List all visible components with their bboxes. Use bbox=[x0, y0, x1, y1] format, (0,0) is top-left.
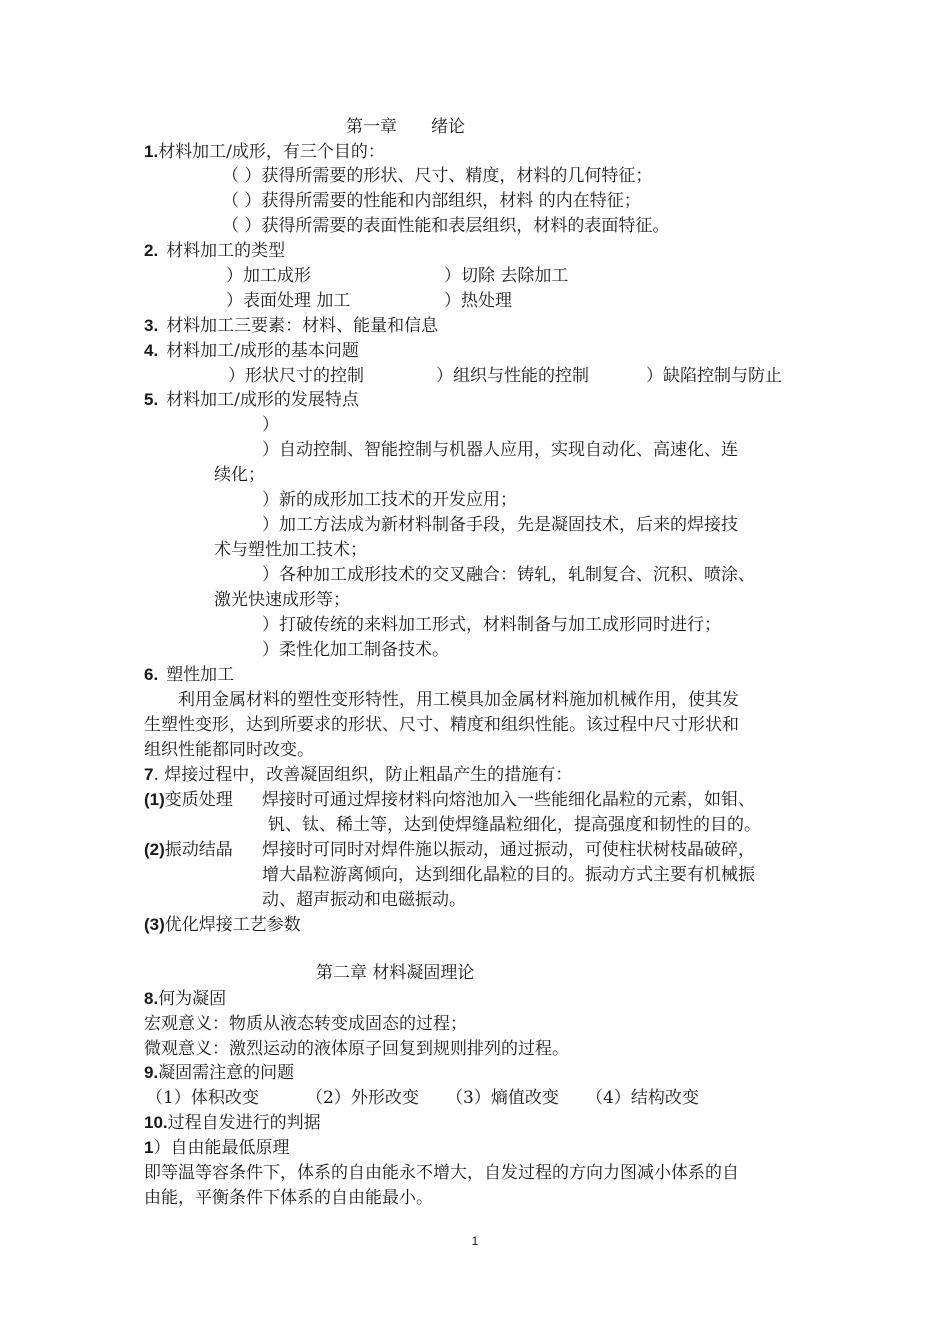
q5-line-5: ）打破传统的来料加工形式，材料制备与加工成形同时进行； bbox=[262, 615, 721, 635]
question-text: 塑性加工 bbox=[166, 665, 235, 685]
q10-para-line-1: 即等温等容条件下，体系的自由能永不增大，自发过程的方向力图减小体系的自 bbox=[144, 1163, 739, 1183]
q6-para-line-3: 组织性能都同时改变。 bbox=[144, 740, 314, 760]
q7-measure-3 bbox=[144, 914, 301, 936]
q4-item-b: ）组织与性能的控制 bbox=[436, 366, 589, 386]
q1-item-2: （ ）获得所需要的性能和内部组织，材料 的内在特征； bbox=[222, 191, 641, 211]
q6-para-line-2: 生塑性变形，达到所要求的形状、尺寸、精度和组织性能。该过程中尺寸形状和 bbox=[144, 715, 739, 735]
q5-line-4b: 激光快速成形等； bbox=[214, 590, 350, 610]
q2-item-d: ）热处理 bbox=[444, 291, 512, 311]
q7-measure-2-text-1: 焊接时可同时对焊件施以振动，通过振动，可使柱状树枝晶破碎， bbox=[262, 840, 755, 860]
q5-line-1a: ）自动控制、智能控制与机器人应用，实现自动化、高速化、连 bbox=[262, 440, 738, 460]
q9-item-2: （2）外形改变 bbox=[306, 1088, 419, 1108]
question-8 bbox=[144, 988, 226, 1010]
q7-measure-1-text-2: 钒、钛、稀土等，达到使焊缝晶粒细化，提高强度和韧性的目的。 bbox=[268, 815, 761, 835]
question-text: 材料加工三要素：材料、能量和信息 bbox=[166, 316, 439, 336]
question-number: 7 bbox=[144, 765, 154, 784]
q9-item-4: （4）结构改变 bbox=[586, 1088, 699, 1108]
question-text: 凝固需注意的问题 bbox=[158, 1063, 295, 1083]
sub-text: ）自由能最低原理 bbox=[153, 1138, 290, 1158]
q5-line-6: ）柔性化加工制备技术。 bbox=[262, 640, 449, 660]
q9-item-3: （3）熵值改变 bbox=[446, 1088, 559, 1108]
question-number: 3. bbox=[144, 316, 159, 335]
q7-measure-2 bbox=[144, 839, 233, 861]
measure-label: 优化焊接工艺参数 bbox=[164, 915, 301, 935]
chapter-2-title: 第二章 材料凝固理论 bbox=[316, 963, 475, 983]
question-text: 过程自发进行的判据 bbox=[167, 1113, 321, 1133]
q7-measure-2-text-3: 动、超声振动和电磁振动。 bbox=[262, 890, 466, 910]
question-number: 10. bbox=[144, 1113, 168, 1132]
question-6 bbox=[144, 664, 234, 686]
measure-label: 振动结晶 bbox=[164, 840, 233, 860]
q9-item-1: （1）体积改变 bbox=[146, 1088, 259, 1108]
question-text: 材料加工的类型 bbox=[166, 241, 286, 261]
question-7 bbox=[144, 764, 572, 786]
q5-line-3a: ）加工方法成为新材料制备手段，先是凝固技术，后来的焊接技 bbox=[262, 515, 738, 535]
question-text: 材料加工/成形，有三个目的： bbox=[158, 142, 385, 162]
q1-item-1: （ ）获得所需要的形状、尺寸、精度，材料的几何特征； bbox=[222, 166, 653, 186]
q7-measure-1 bbox=[144, 789, 233, 811]
q4-item-c: ）缺陷控制与防止 bbox=[646, 366, 782, 386]
question-5 bbox=[144, 389, 359, 411]
question-number: 1. bbox=[144, 142, 159, 161]
question-number: 9. bbox=[144, 1063, 159, 1082]
question-text: 何为凝固 bbox=[158, 989, 227, 1009]
question-1 bbox=[144, 141, 385, 163]
measure-number: (1) bbox=[144, 790, 165, 809]
question-text: 材料加工/成形的基本问题 bbox=[166, 341, 359, 361]
q7-measure-1-text-1: 焊接时可通过焊接材料向熔池加入一些能细化晶粒的元素，如钼、 bbox=[262, 790, 755, 810]
measure-number: (2) bbox=[144, 840, 165, 859]
q10-sub-heading bbox=[144, 1137, 289, 1159]
question-number: 6. bbox=[144, 665, 159, 684]
q4-item-a: ）形状尺寸的控制 bbox=[228, 366, 364, 386]
question-number: 8. bbox=[144, 989, 159, 1008]
question-4 bbox=[144, 340, 359, 362]
measure-label: 变质处理 bbox=[164, 790, 233, 810]
q2-item-b: ）切除 去除加工 bbox=[444, 266, 569, 286]
q5-line-1b: 续化； bbox=[214, 465, 265, 485]
q1-item-3: （ ）获得所需要的表面性能和表层组织，材料的表面特征。 bbox=[222, 216, 670, 236]
page-number: 1 bbox=[471, 1234, 479, 1248]
q8-macro: 宏观意义：物质从液态转变成固态的过程； bbox=[144, 1014, 467, 1034]
question-number: 2. bbox=[144, 241, 159, 260]
q2-item-c: ）表面处理 加工 bbox=[226, 291, 351, 311]
measure-number: (3) bbox=[144, 915, 165, 934]
question-2 bbox=[144, 240, 285, 262]
q7-measure-2-text-2: 增大晶粒游离倾向，达到细化晶粒的目的。振动方式主要有机械振 bbox=[262, 865, 755, 885]
q8-micro: 微观意义：激烈运动的液体原子回复到规则排列的过程。 bbox=[144, 1039, 569, 1059]
q10-para-line-2: 由能，平衡条件下体系的自由能最小。 bbox=[144, 1188, 433, 1208]
question-number: 4. bbox=[144, 341, 159, 360]
question-text: . 焊接过程中，改善凝固组织，防止粗晶产生的措施有： bbox=[153, 765, 573, 785]
question-9 bbox=[144, 1062, 294, 1084]
question-10 bbox=[144, 1112, 321, 1134]
q5-line-2: ）新的成形加工技术的开发应用； bbox=[262, 490, 517, 510]
question-text: 材料加工/成形的发展特点 bbox=[166, 390, 359, 410]
q5-line-4a: ）各种加工成形技术的交叉融合：铸轧，轧制复合、沉积、喷涂、 bbox=[262, 565, 755, 585]
q6-para-line-1: 利用金属材料的塑性变形特性，用工模具加金属材料施加机械作用，使其发 bbox=[178, 690, 739, 710]
question-number: 5. bbox=[144, 390, 159, 409]
q5-line-0: ） bbox=[262, 415, 279, 435]
q2-item-a: ）加工成形 bbox=[226, 266, 311, 286]
chapter-1-title: 第一章 绪论 bbox=[346, 117, 465, 137]
q5-line-3b: 术与塑性加工技术； bbox=[214, 540, 367, 560]
sub-number: 1 bbox=[144, 1138, 154, 1157]
question-3 bbox=[144, 315, 438, 337]
